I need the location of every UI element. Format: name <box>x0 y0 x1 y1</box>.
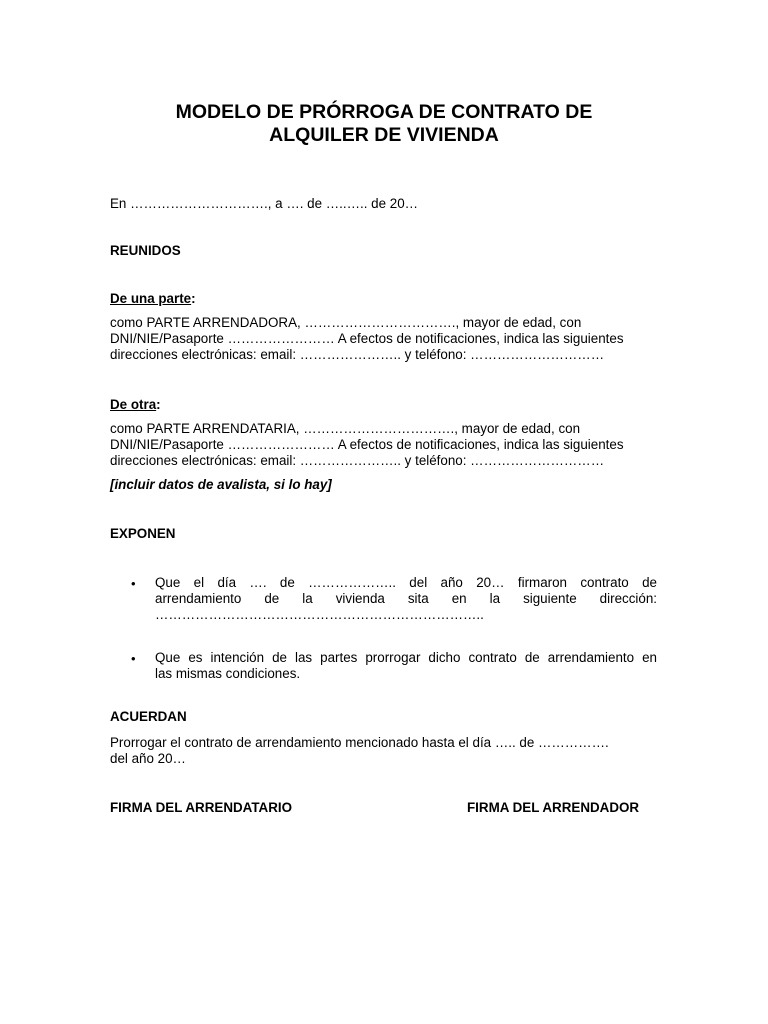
bullet-2-line-2: las mismas condiciones. <box>155 666 301 681</box>
place-date-line: En …………………………., a …. de …..….. de 20… <box>110 196 419 211</box>
parte2-heading-colon: : <box>156 397 161 412</box>
reunidos-heading: REUNIDOS <box>110 243 181 258</box>
acuerdo-line-2: del año 20… <box>110 751 186 766</box>
parte2-heading-text: De otra <box>110 397 157 412</box>
parte1-line-3: direcciones electrónicas: email: ………………….. y teléfono: ………………………… <box>110 347 605 362</box>
parte1-line-1: como PARTE ARRENDADORA, ……………………………., mayor de edad, con <box>110 315 582 330</box>
parte2-heading <box>110 397 161 412</box>
parte2-line-2: DNI/NIE/Pasaporte …………………… A efectos de notificaciones, indica las siguientes <box>110 437 624 452</box>
parte2-line-1: como PARTE ARRENDATARIA, ……………………………., mayor de edad, con <box>110 421 581 436</box>
parte1-heading-text: De una parte <box>110 291 192 306</box>
parte1-line-2: DNI/NIE/Pasaporte …………………… A efectos de notificaciones, indica las siguientes <box>110 331 624 346</box>
bullet-2-line-1: Que es intención de las partes prorrogar dicho contrato de arrendamiento en <box>155 650 657 665</box>
parte1-heading <box>110 291 196 306</box>
firma-arrendatario-label: FIRMA DEL ARRENDATARIO <box>110 800 293 815</box>
bullet-1-line-3: ……………………………………………………………….. <box>155 607 484 622</box>
bullet-2-symbol: • <box>131 651 136 666</box>
avalista-note: [incluir datos de avalista, si lo hay] <box>110 477 332 492</box>
bullet-1-line-1: Que el día …. de ……………….. del año 20… firmaron contrato de <box>155 575 657 590</box>
exponen-heading: EXPONEN <box>110 526 176 541</box>
acuerdo-line-1: Prorrogar el contrato de arrendamiento mencionado hasta el día ….. de ……………. <box>110 735 609 750</box>
parte2-line-3: direcciones electrónicas: email: ………………….. y teléfono: ………………………… <box>110 453 605 468</box>
document-title-line-1: MODELO DE PRÓRROGA DE CONTRATO DE <box>175 101 593 123</box>
bullet-1-line-2: arrendamiento de la vivienda sita en la siguiente dirección: <box>155 591 657 606</box>
acuerdan-heading: ACUERDAN <box>110 709 187 724</box>
parte1-heading-colon: : <box>191 291 196 306</box>
bullet-1-symbol: • <box>131 576 136 591</box>
firma-arrendador-label: FIRMA DEL ARRENDADOR <box>467 800 640 815</box>
document-title-line-2: ALQUILER DE VIVIENDA <box>269 124 499 146</box>
